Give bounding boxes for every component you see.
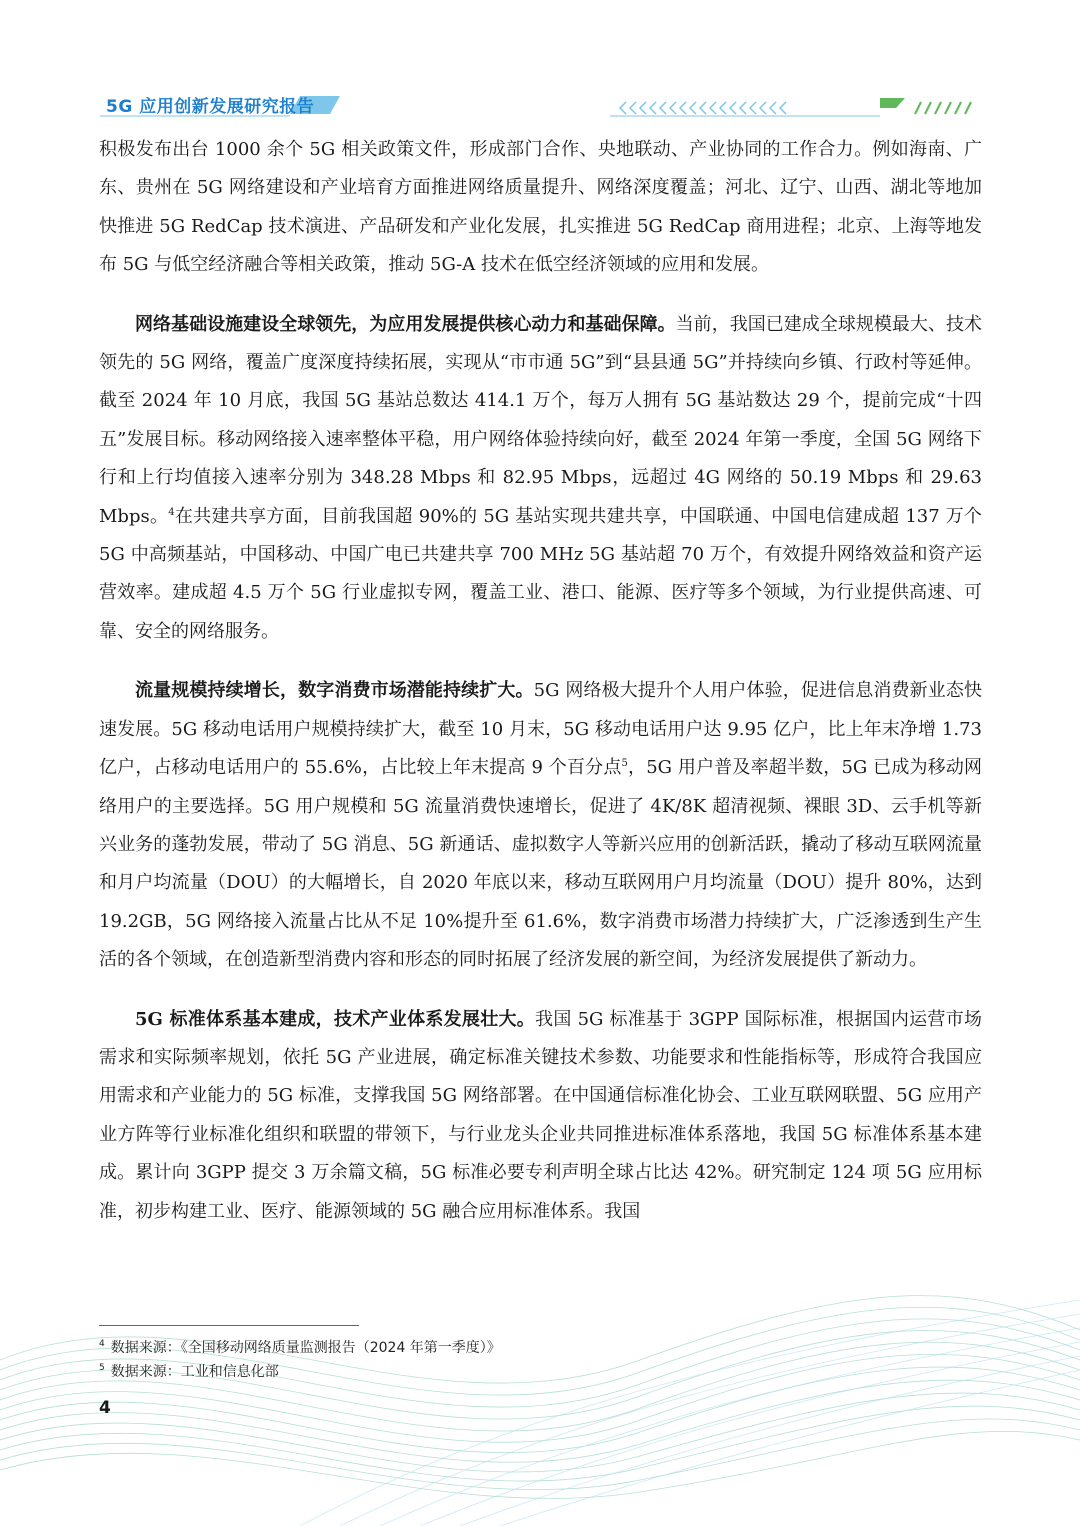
page-header bbox=[0, 84, 1080, 124]
section-heading: 5G 标准体系基本建成，技术产业体系发展壮大。 bbox=[135, 1008, 536, 1030]
body-content bbox=[99, 131, 982, 1252]
section-text: 我国 5G 标准基于 3GPP 国际标准，根据国内运营市场需求和实际频率规划，依托 5G 产业进展，确定标准关键技术参数、功能要求和性能指标等，形成符合我国应用需求和产业能力的 5G 标准，支撑我国 5G 网络部署。在中国通信标准化协会、工业互联网联盟、5G 应用产业方阵等行业标准化组织和联盟的带领下，与行业龙头企业共同推进标准体系落地，我国 5G 标准体系基本建成。累计向 3GPP 提交 3 万余篇文稿，5G 标准必要专利声明全球占比达 42%。研究制定 124 项 5G 应用标准，初步构建工业、医疗、能源领域的 5G 融合应用标准体系。我国 bbox=[99, 1008, 982, 1222]
footnote-number: 5 bbox=[99, 1363, 105, 1374]
section-text: ，5G 用户普及率超半数，5G 已成为移动网络用户的主要选择。5G 用户规模和 5G 流量消费快速增长，促进了 4K/8K 超清视频、裸眼 3D、云手机等新兴业务的蓬勃发展，带动了 5G 消息、5G 新通话、虚拟数字人等新兴应用的创新活跃，撬动了移动互联网流量和月户均流量（DOU）的大幅增长，自 2020 年底以来，移动互联网用户月均流量（DOU）提升 80%，达到 19.2GB，5G 网络接入流量占比从不足 10%提升至 61.6%，数字消费市场潜力持续扩大，广泛渗透到生产生活的各个领域，在创造新型消费内容和形态的同时拓展了经济发展的新空间，为经济发展提供了新动力。 bbox=[99, 757, 982, 971]
section-text: 5G 网络极大提升个人用户体验，促进信息消费新业态快速发展。5G 移动电话用户规模持续扩大，截至 10 月末，5G 移动电话用户达 9.95 亿户，比上年末净增 1.73 亿户，占移动电话用户的 55.6%，占比较上年末提高 9 个百分点 bbox=[99, 680, 982, 779]
page-number: 4 bbox=[99, 1398, 111, 1418]
footnote-text: 数据来源：工业和信息化部 bbox=[110, 1364, 279, 1380]
header-stripes bbox=[915, 102, 971, 114]
section-text: 在共建共享方面，目前我国超 90%的 5G 基站实现共建共享，中国联通、中国电信建成超 137 万个 5G 中高频基站，中国移动、中国广电已共建共享 700 MHz 5G 基站超 70 万个，有效提升网络效益和资产运营效率。建成超 4.5 万个 5G 行业虚拟专网，覆盖工业、港口、能源、医疗等多个领域，为行业提供高速、可靠、安全的网络服务。 bbox=[99, 505, 982, 642]
header-green-arrow bbox=[880, 98, 905, 108]
footnote-number: 4 bbox=[99, 1339, 105, 1350]
footnote-divider bbox=[99, 1325, 359, 1326]
footnote-text: 数据来源：《全国移动网络质量监测报告（2024 年第一季度）》 bbox=[110, 1340, 501, 1356]
footnote-item bbox=[99, 1360, 799, 1384]
section-heading: 网络基础设施建设全球领先，为应用发展提供核心动力和基础保障。 bbox=[135, 313, 676, 335]
footnote-ref[interactable]: 4 bbox=[168, 506, 175, 518]
section-paragraph-traffic bbox=[99, 672, 982, 979]
header-chevron-icons bbox=[620, 102, 786, 114]
section-text: 当前，我国已建成全球规模最大、技术领先的 5G 网络，覆盖广度深度持续拓展，实现从“市市通 5G”到“县县通 5G”并持续向乡镇、行政村等延伸。截至 2024 年 10 月底，我国 5G 基站总数达 414.1 万个，每万人拥有 5G 基站数达 29 个，提前完成“十四五”发展目标。移动网络接入速率整体平稳，用户网络体验持续向好，截至 2024 年第一季度，全国 5G 网络下行和上行均值接入速率分别为 348.28 Mbps 和 82.95 Mbps，远超过 4G 网络的 50.19 Mbps 和 29.63 Mbps。 bbox=[99, 313, 983, 527]
section-heading: 流量规模持续增长，数字消费市场潜能持续扩大。 bbox=[135, 680, 534, 702]
footnote-item bbox=[99, 1336, 799, 1360]
section-paragraph-standards bbox=[99, 1001, 982, 1231]
footnotes bbox=[99, 1336, 799, 1384]
intro-paragraph: 积极发布出台 1000 余个 5G 相关政策文件，形成部门合作、央地联动、产业协同的工作合力。例如海南、广东、贵州在 5G 网络建设和产业培育方面推进网络质量提升、网络深度覆盖；河北、辽宁、山西、湖北等地加快推进 5G RedCap 技术演进、产品研发和产业化发展，扎实推进 5G RedCap 商用进程；北京、上海等地发布 5G 与低空经济融合等相关政策，推动 5G-A 技术在低空经济领域的应用和发展。 bbox=[99, 139, 982, 276]
header-title: 5G 应用创新发展研究报告 bbox=[106, 97, 315, 117]
section-paragraph-network bbox=[99, 306, 982, 652]
footnote-ref[interactable]: 5 bbox=[621, 758, 628, 770]
